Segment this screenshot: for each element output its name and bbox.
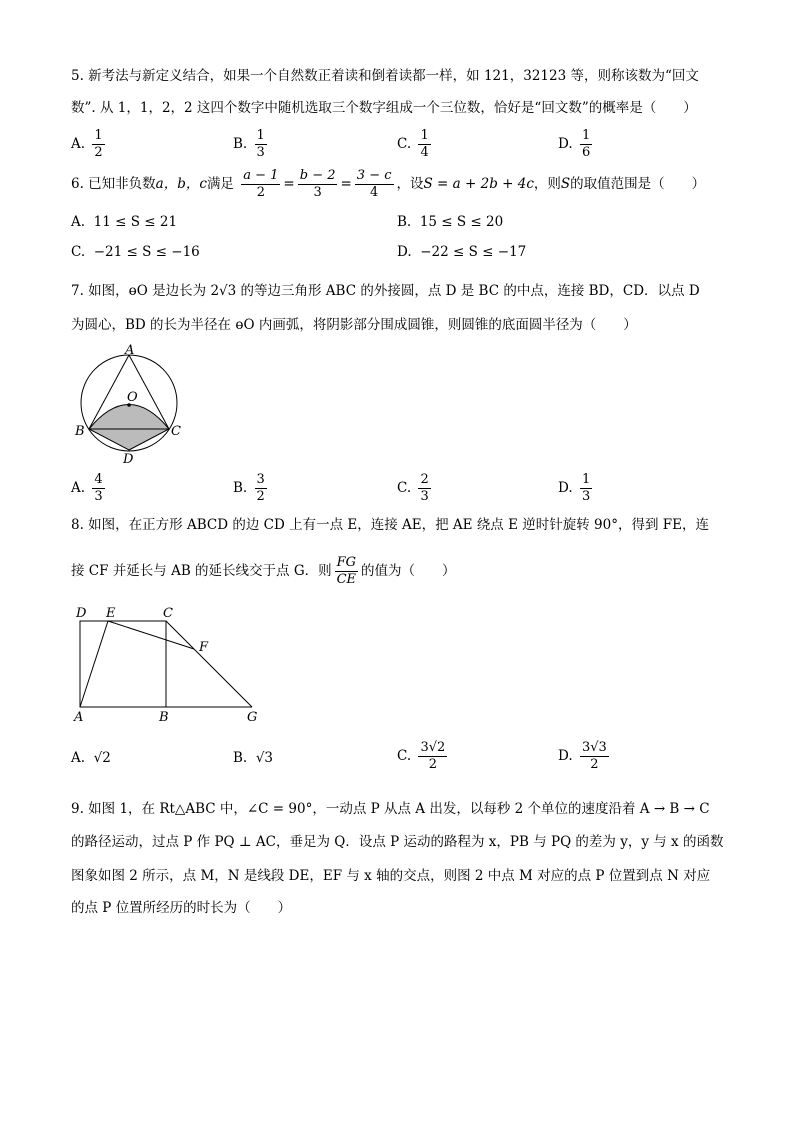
q6-option-a[interactable]: A. 11 ≤ S ≤ 21 — [71, 214, 178, 230]
q7-option-c[interactable]: C. $\frac{2}{3}$ — [397, 472, 429, 504]
q5-line1: 5. 新考法与新定义结合，如果一个自然数正着读和倒着读都一样，如 121，32123 等，则称该数为“回文 — [71, 68, 699, 84]
label-F: F — [199, 640, 209, 655]
q8-option-b[interactable]: B. √3 — [233, 750, 274, 766]
q7-option-b[interactable]: B. $\frac{3}{2}$ — [233, 472, 265, 504]
label-B: B — [159, 710, 169, 725]
label-C: C — [171, 424, 181, 439]
label-E: E — [106, 606, 116, 621]
fraction: $\frac{4}{3}$ — [94, 472, 103, 504]
q7-figure — [70, 340, 190, 465]
q8-figure — [70, 600, 270, 725]
q6-option-d[interactable]: D. −22 ≤ S ≤ −17 — [397, 244, 527, 260]
q9-line1: 9. 如图 1，在 Rt△ABC 中，∠C = 90°，一动点 P 从点 A 出发，以每秒 2 个单位的速度沿着 A → B → C — [71, 801, 710, 817]
label-C: C — [163, 606, 173, 621]
fraction: $\frac{3}{2}$ — [256, 472, 265, 504]
fraction: $\frac{1}{4}$ — [420, 128, 429, 160]
label-A: A — [74, 710, 84, 725]
shaded-region — [89, 405, 169, 451]
q6-option-b[interactable]: B. 15 ≤ S ≤ 20 — [397, 214, 504, 230]
label-D: D — [123, 452, 134, 465]
fraction: $\frac{3 - c}{4}$ — [356, 168, 392, 200]
fraction: $\frac{FG}{CE}$ — [336, 555, 357, 587]
q7-line2: 为圆心，BD 的长为半径在 ɵO 内画弧，将阴影部分围成圆锥，则圆锥的底面圆半径为（ ） — [71, 317, 637, 333]
q5-option-a[interactable]: A. $\frac{1}{2}$ — [71, 128, 103, 160]
q5-line2: 数”. 从 1，1，2，2 这四个数字中随机选取三个数字组成一个三位数，恰好是“回文数”的概率是（ ） — [71, 100, 697, 116]
q8-line2: 接 CF 并延长与 AB 的延长线交于点 G．则 $\frac{FG}{CE}$ 的值为（ ） — [71, 555, 456, 587]
q6-option-c[interactable]: C. −21 ≤ S ≤ −16 — [71, 244, 200, 260]
q7-line1: 7. 如图，ɵO 是边长为 2√3 的等边三角形 ABC 的外接圆，点 D 是 BC 的中点，连接 BD，CD．以点 D — [71, 283, 700, 299]
label-D: D — [76, 606, 87, 621]
square-abcd — [80, 621, 166, 707]
fraction: $\frac{3√2}{2}$ — [420, 740, 446, 772]
q8-line1: 8. 如图，在正方形 ABCD 的边 CD 上有一点 E，连接 AE，把 AE 绕点 E 逆时针旋转 90°，得到 FE，连 — [71, 517, 709, 533]
q7-option-d[interactable]: D. $\frac{1}{3}$ — [558, 472, 591, 504]
label-A: A — [125, 343, 135, 358]
fraction: $\frac{1}{3}$ — [581, 472, 591, 504]
label-G: G — [247, 710, 258, 725]
q5-option-d[interactable]: D. $\frac{1}{6}$ — [558, 128, 591, 160]
fraction: $\frac{2}{3}$ — [420, 472, 429, 504]
q9-line4: 的点 P 位置所经历的时长为（ ） — [71, 900, 292, 916]
q6-stem: 6. 已知非负数a，b，c满足 $\frac{a - 1}{2}$ = $\frac{b - 2}{3}$ = $\frac{3 - c}{4}$ ，设S = a + 2b + 4c，则S的取值范围是（ ） — [71, 168, 706, 200]
q9-line2: 的路径运动，过点 P 作 PQ ⊥ AC，垂足为 Q．设点 P 运动的路程为 x，PB 与 PQ 的差为 y，y 与 x 的函数 — [71, 834, 724, 850]
q8-option-c[interactable]: C. $\frac{3√2}{2}$ — [397, 740, 446, 772]
fraction: $\frac{1}{3}$ — [256, 128, 265, 160]
fraction: $\frac{3√3}{2}$ — [581, 740, 607, 772]
q8-option-a[interactable]: A. √2 — [71, 750, 111, 766]
q9-line3: 图象如图 2 所示，点 M，N 是线段 DE，EF 与 x 轴的交点，则图 2 中点 M 对应的点 P 位置到点 N 对应 — [71, 868, 711, 884]
fraction: $\frac{a - 1}{2}$ — [243, 168, 279, 200]
q5-option-c[interactable]: C. $\frac{1}{4}$ — [397, 128, 429, 160]
fraction: $\frac{1}{6}$ — [581, 128, 591, 160]
fraction: $\frac{1}{2}$ — [94, 128, 103, 160]
fraction: $\frac{b - 2}{3}$ — [299, 168, 336, 200]
q7-option-a[interactable]: A. $\frac{4}{3}$ — [71, 472, 103, 504]
label-O: O — [127, 390, 138, 405]
q8-option-d[interactable]: D. $\frac{3√3}{2}$ — [558, 740, 607, 772]
label-B: B — [75, 424, 85, 439]
q5-option-b[interactable]: B. $\frac{1}{3}$ — [233, 128, 265, 160]
